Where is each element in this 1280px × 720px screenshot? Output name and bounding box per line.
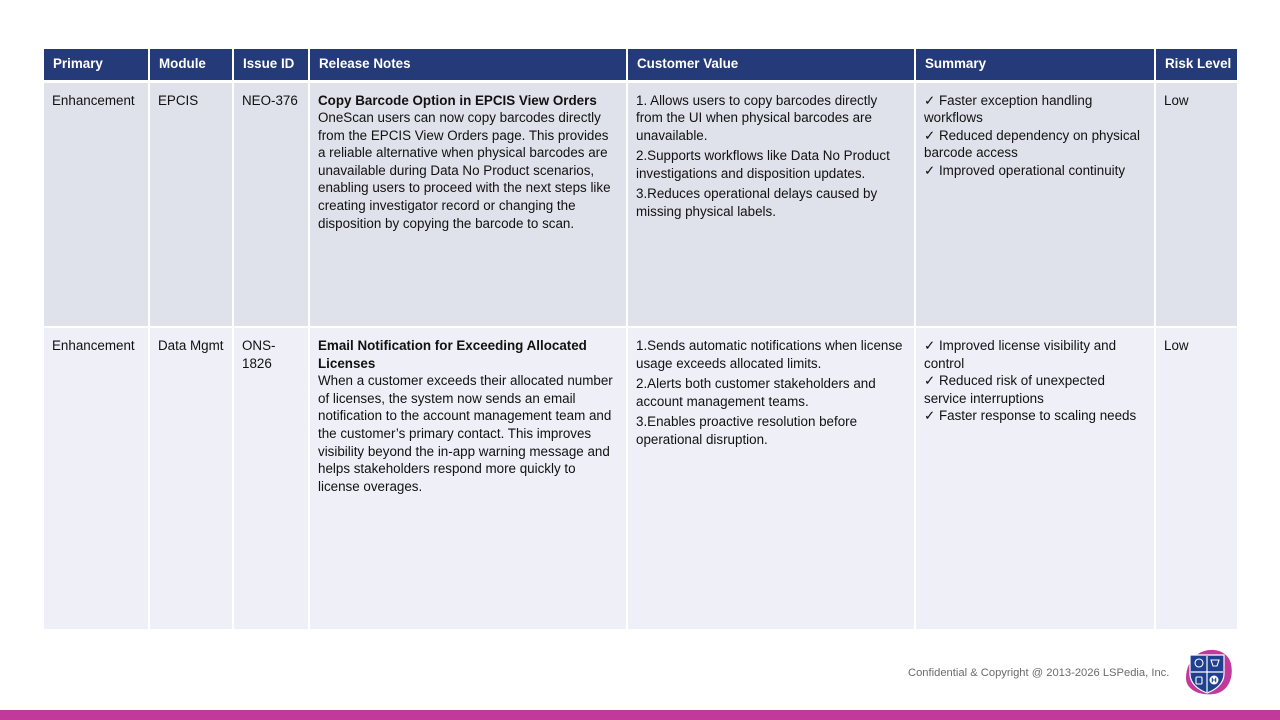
cell-module: EPCIS bbox=[149, 81, 233, 327]
header-issue-id: Issue ID bbox=[233, 49, 309, 81]
cell-release-notes bbox=[309, 327, 627, 630]
summary-item: ✓ Faster response to scaling needs bbox=[924, 408, 1137, 424]
header-release-notes: Release Notes bbox=[309, 49, 627, 81]
header-customer-value: Customer Value bbox=[627, 49, 915, 81]
summary-item: ✓ Faster exception handling workflows bbox=[924, 92, 1093, 126]
cell-issue-id: ONS-1826 bbox=[233, 327, 309, 630]
cell-risk-level: Low bbox=[1155, 81, 1237, 327]
cell-summary bbox=[915, 81, 1155, 327]
customer-value-item: 2.Alerts both customer stakeholders and account management teams. bbox=[636, 376, 876, 409]
cell-module: Data Mgmt bbox=[149, 327, 233, 630]
summary-item: ✓ Reduced risk of unexpected service interruptions bbox=[924, 373, 1105, 406]
customer-value-item: 1.Sends automatic notifications when license usage exceeds allocated limits. bbox=[636, 338, 903, 371]
cell-risk-level: Low bbox=[1155, 327, 1237, 630]
header-row bbox=[44, 49, 1237, 81]
lspedia-logo-icon bbox=[1184, 648, 1234, 696]
cell-customer-value bbox=[627, 327, 915, 630]
customer-value-item: 1. Allows users to copy barcodes directly from the UI when physical barcodes are unavailable. bbox=[636, 92, 878, 143]
cell-primary: Enhancement bbox=[44, 81, 149, 327]
summary-item: ✓ Reduced dependency on physical barcode access bbox=[924, 127, 1140, 161]
cell-issue-id: NEO-376 bbox=[233, 81, 309, 327]
summary-item: ✓ Improved operational continuity bbox=[924, 162, 1126, 178]
cell-release-notes bbox=[309, 81, 627, 327]
release-notes-table bbox=[44, 49, 1237, 631]
customer-value-item: 3.Enables proactive resolution before operational disruption. bbox=[636, 414, 858, 447]
cell-summary bbox=[915, 327, 1155, 630]
cell-customer-value bbox=[627, 81, 915, 327]
header-summary: Summary bbox=[915, 49, 1155, 81]
release-note-body: When a customer exceeds their allocated number of licenses, the system now sends an email notification to the account management team and the customer’s primary contact. This improves visibility beyond the in-app warning message and helps stakeholders respond more quickly to license overages. bbox=[318, 373, 613, 494]
release-note-title: Copy Barcode Option in EPCIS View Orders bbox=[318, 92, 597, 108]
table-row bbox=[44, 327, 1237, 630]
accent-bar bbox=[0, 710, 1280, 720]
customer-value-item: 3.Reduces operational delays caused by missing physical labels. bbox=[636, 186, 878, 220]
copyright-footer: Confidential & Copyright @ 2013-2026 LSPedia, Inc. bbox=[908, 667, 1170, 679]
cell-primary: Enhancement bbox=[44, 327, 149, 630]
release-note-title: Email Notification for Exceeding Allocated Licenses bbox=[318, 338, 587, 371]
header-module: Module bbox=[149, 49, 233, 81]
table-row bbox=[44, 81, 1237, 327]
release-note-body: OneScan users can now copy barcodes directly from the EPCIS View Orders page. This provides a reliable alternative when physical barcodes are unavailable during Data No Product scenarios, enabling users to proceed with the next steps like creating investigator record or changing the disposition by copying the barcode to scan. bbox=[318, 110, 611, 231]
summary-item: ✓ Improved license visibility and control bbox=[924, 338, 1117, 371]
header-risk-level: Risk Level bbox=[1155, 49, 1237, 81]
header-primary: Primary bbox=[44, 49, 149, 81]
customer-value-item: 2.Supports workflows like Data No Product investigations and disposition updates. bbox=[636, 148, 890, 181]
